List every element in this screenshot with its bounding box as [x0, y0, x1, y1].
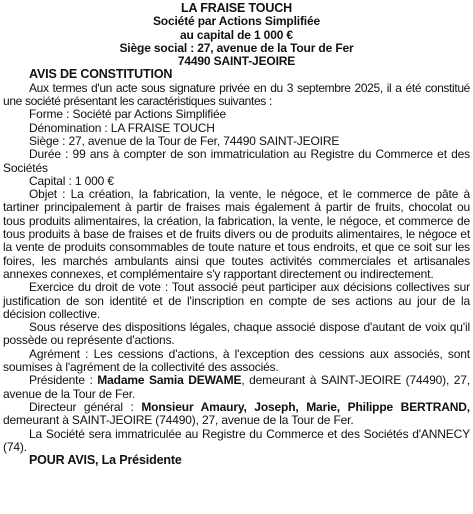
- dg-address: demeurant à SAINT-JEOIRE (74490), 27, avenue de la Tour de Fer.: [3, 413, 354, 428]
- share-capital: au capital de 1 000 €: [180, 27, 293, 42]
- agrement-paragraph: Agrément : Les cessions d'actions, à l'exception des cessions aux associés, sont soumises à l'agrément de la collectivité des associés.: [3, 346, 470, 375]
- legal-form: Société par Actions Simplifiée: [152, 14, 321, 29]
- denomination-paragraph: Dénomination : LA FRAISE TOUCH: [29, 120, 215, 135]
- capital-paragraph: Capital : 1 000 €: [29, 173, 114, 188]
- reserve-paragraph: Sous réserve des dispositions légales, chaque associé dispose d'autant de voix qu'il possède ou représente d'actions.: [3, 320, 470, 348]
- duree-paragraph: Durée : 99 ans à compter de son immatriculation au Registre du Commerce et des Sociétés: [3, 147, 470, 175]
- presidente-paragraph: [3, 374, 470, 401]
- company-name: LA FRAISE TOUCH: [181, 1, 292, 15]
- immatriculation-paragraph: La Société sera immatriculée au Registre du Commerce et des Sociétés d'ANNECY (74).: [3, 426, 470, 454]
- dg-label: Directeur général :: [29, 399, 142, 414]
- intro-paragraph: Aux termes d'un acte sous signature privée en du 3 septembre 2025, il a été constitué une société présentant les caractéristiques suivantes :: [3, 80, 470, 109]
- signature: POUR AVIS, La Présidente: [29, 453, 182, 468]
- postal-city: 74490 SAINT-JEOIRE: [177, 54, 296, 69]
- dg-paragraph: [3, 401, 470, 428]
- registered-office: Siège social : 27, avenue de la Tour de Fer: [119, 40, 354, 55]
- vote-paragraph: Exercice du droit de vote : Tout associé peut participer aux décisions collectives sur justification de son identité et de l'inscription en compte de ses actions au jour de la décision collective.: [3, 280, 470, 321]
- presidente-label: Présidente :: [29, 373, 98, 388]
- forme-paragraph: Forme : Société par Actions Simplifiée: [29, 107, 227, 122]
- section-title: AVIS DE CONSTITUTION: [29, 67, 173, 82]
- presidente-address: , demeurant à SAINT-JEOIRE (74490), 27, avenue de la Tour de Fer.: [3, 373, 471, 401]
- dg-name: Monsieur Amaury, Joseph, Marie, Philippe BERTRAND,: [141, 399, 470, 414]
- presidente-name: Madame Samia DEWAME: [97, 373, 242, 388]
- siege-paragraph: Siège : 27, avenue de la Tour de Fer, 74490 SAINT-JEOIRE: [29, 133, 340, 148]
- objet-paragraph: Objet : La création, la fabrication, la vente, le négoce, et le commerce de pâte à tartiner principalement à partir de fraises mais également à partir de fruits, chocolat ou tous produits alimentaires, la création, la fabrication, la vente, le négoce, et commerce de tous produits à base de fraises et de fruits divers ou de produits alimentaires, le négoce et la vente de produits consommables de toute nature et tous endroits, et que ce soit sur les foires, les marchés ambulants ainsi que toutes activités commerciales et artisanales annexes connexes, et complémentaire s'y rapportant directement ou indirectement.: [3, 187, 470, 281]
